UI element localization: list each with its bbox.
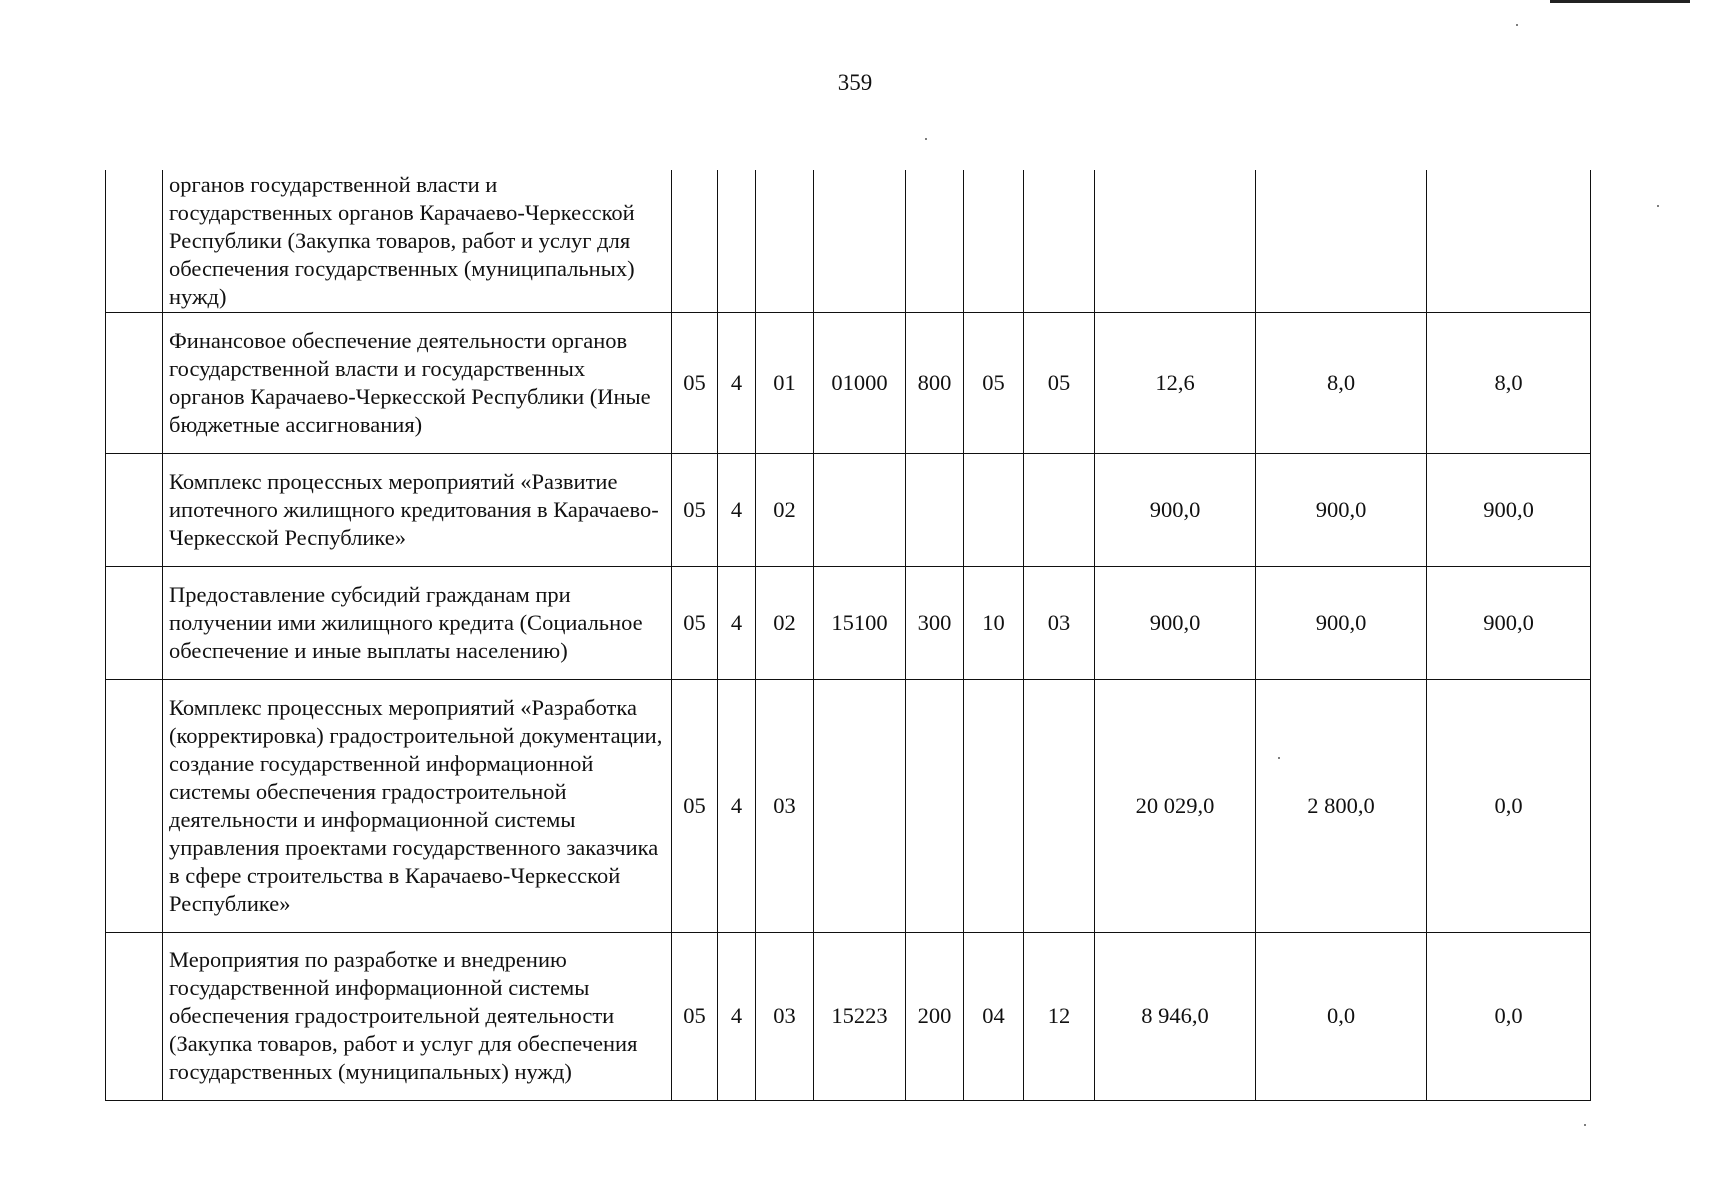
code-cell: 15100	[814, 566, 906, 679]
code-cell	[1024, 453, 1095, 566]
code-cell: 10	[964, 566, 1024, 679]
code-cell	[718, 170, 756, 312]
amount-cell: 0,0	[1256, 932, 1427, 1100]
row-name: Комплекс процессных мероприятий «Разработка (корректировка) градостроительной документации, создание государственной информационной системы обеспечения градостроительной деятельности и информационной системы управления проектами государственного заказчика в сфере строительства в Карачаево-Черкесской Республике»	[163, 679, 672, 932]
scan-edge-line	[1550, 0, 1690, 3]
amount-cell: 900,0	[1256, 566, 1427, 679]
amount-cell: 2 800,0	[1256, 679, 1427, 932]
table-row	[106, 566, 1591, 679]
row-number-cell	[106, 170, 163, 312]
code-cell: 03	[756, 932, 814, 1100]
code-cell	[1024, 679, 1095, 932]
row-name: Комплекс процессных мероприятий «Развитие ипотечного жилищного кредитования в Карачаево-Черкесской Республике»	[163, 453, 672, 566]
code-cell: 02	[756, 453, 814, 566]
code-cell: 05	[672, 312, 718, 453]
code-cell	[964, 679, 1024, 932]
code-cell	[814, 453, 906, 566]
code-cell: 15223	[814, 932, 906, 1100]
code-cell: 4	[718, 932, 756, 1100]
row-number-cell	[106, 566, 163, 679]
row-number-cell	[106, 453, 163, 566]
code-cell: 800	[906, 312, 964, 453]
row-number-cell	[106, 932, 163, 1100]
amount-cell: 8,0	[1427, 312, 1591, 453]
amount-cell: 0,0	[1427, 679, 1591, 932]
code-cell	[1024, 170, 1095, 312]
amount-cell: 900,0	[1095, 453, 1256, 566]
scan-speck	[925, 138, 927, 140]
row-name: Финансовое обеспечение деятельности органов государственной власти и государственных органов Карачаево-Черкесской Республики (Иные бюджетные ассигнования)	[163, 312, 672, 453]
code-cell	[906, 453, 964, 566]
code-cell: 200	[906, 932, 964, 1100]
amount-cell: 8,0	[1256, 312, 1427, 453]
scan-speck	[1657, 205, 1659, 207]
table-row	[106, 170, 1591, 312]
amount-cell	[1256, 170, 1427, 312]
code-cell: 05	[964, 312, 1024, 453]
code-cell	[964, 170, 1024, 312]
code-cell: 02	[756, 566, 814, 679]
row-number-cell	[106, 679, 163, 932]
amount-cell: 900,0	[1427, 566, 1591, 679]
code-cell: 05	[1024, 312, 1095, 453]
table-row	[106, 932, 1591, 1100]
amount-cell	[1095, 170, 1256, 312]
code-cell	[814, 679, 906, 932]
code-cell: 05	[672, 932, 718, 1100]
amount-cell: 8 946,0	[1095, 932, 1256, 1100]
amount-cell: 900,0	[1095, 566, 1256, 679]
row-number-cell	[106, 312, 163, 453]
code-cell	[906, 170, 964, 312]
row-name: органов государственной власти и государственных органов Карачаево-Черкесской Республики (Закупка товаров, работ и услуг для обеспечения государственных (муниципальных) нужд)	[163, 170, 672, 312]
scan-speck	[1278, 757, 1280, 759]
code-cell	[672, 170, 718, 312]
budget-table	[105, 170, 1591, 1101]
code-cell: 4	[718, 453, 756, 566]
table-row	[106, 312, 1591, 453]
code-cell: 4	[718, 312, 756, 453]
amount-cell: 12,6	[1095, 312, 1256, 453]
code-cell: 4	[718, 566, 756, 679]
code-cell: 05	[672, 679, 718, 932]
code-cell	[906, 679, 964, 932]
row-name: Предоставление субсидий гражданам при получении ими жилищного кредита (Социальное обеспечение и иные выплаты населению)	[163, 566, 672, 679]
table-row	[106, 679, 1591, 932]
table-row	[106, 453, 1591, 566]
amount-cell: 0,0	[1427, 932, 1591, 1100]
code-cell: 4	[718, 679, 756, 932]
page-number: 359	[837, 70, 873, 95]
code-cell: 03	[756, 679, 814, 932]
code-cell	[964, 453, 1024, 566]
amount-cell	[1427, 170, 1591, 312]
code-cell: 04	[964, 932, 1024, 1100]
code-cell	[756, 170, 814, 312]
code-cell: 01	[756, 312, 814, 453]
code-cell: 12	[1024, 932, 1095, 1100]
code-cell: 300	[906, 566, 964, 679]
scan-speck	[1516, 24, 1518, 26]
amount-cell: 20 029,0	[1095, 679, 1256, 932]
scan-speck	[1584, 1124, 1586, 1126]
code-cell: 05	[672, 566, 718, 679]
code-cell: 05	[672, 453, 718, 566]
code-cell: 01000	[814, 312, 906, 453]
amount-cell: 900,0	[1256, 453, 1427, 566]
amount-cell: 900,0	[1427, 453, 1591, 566]
code-cell	[814, 170, 906, 312]
code-cell: 03	[1024, 566, 1095, 679]
row-name: Мероприятия по разработке и внедрению государственной информационной системы обеспечения градостроительной деятельности (Закупка товаров, работ и услуг для обеспечения государственных (муниципальных) нужд)	[163, 932, 672, 1100]
